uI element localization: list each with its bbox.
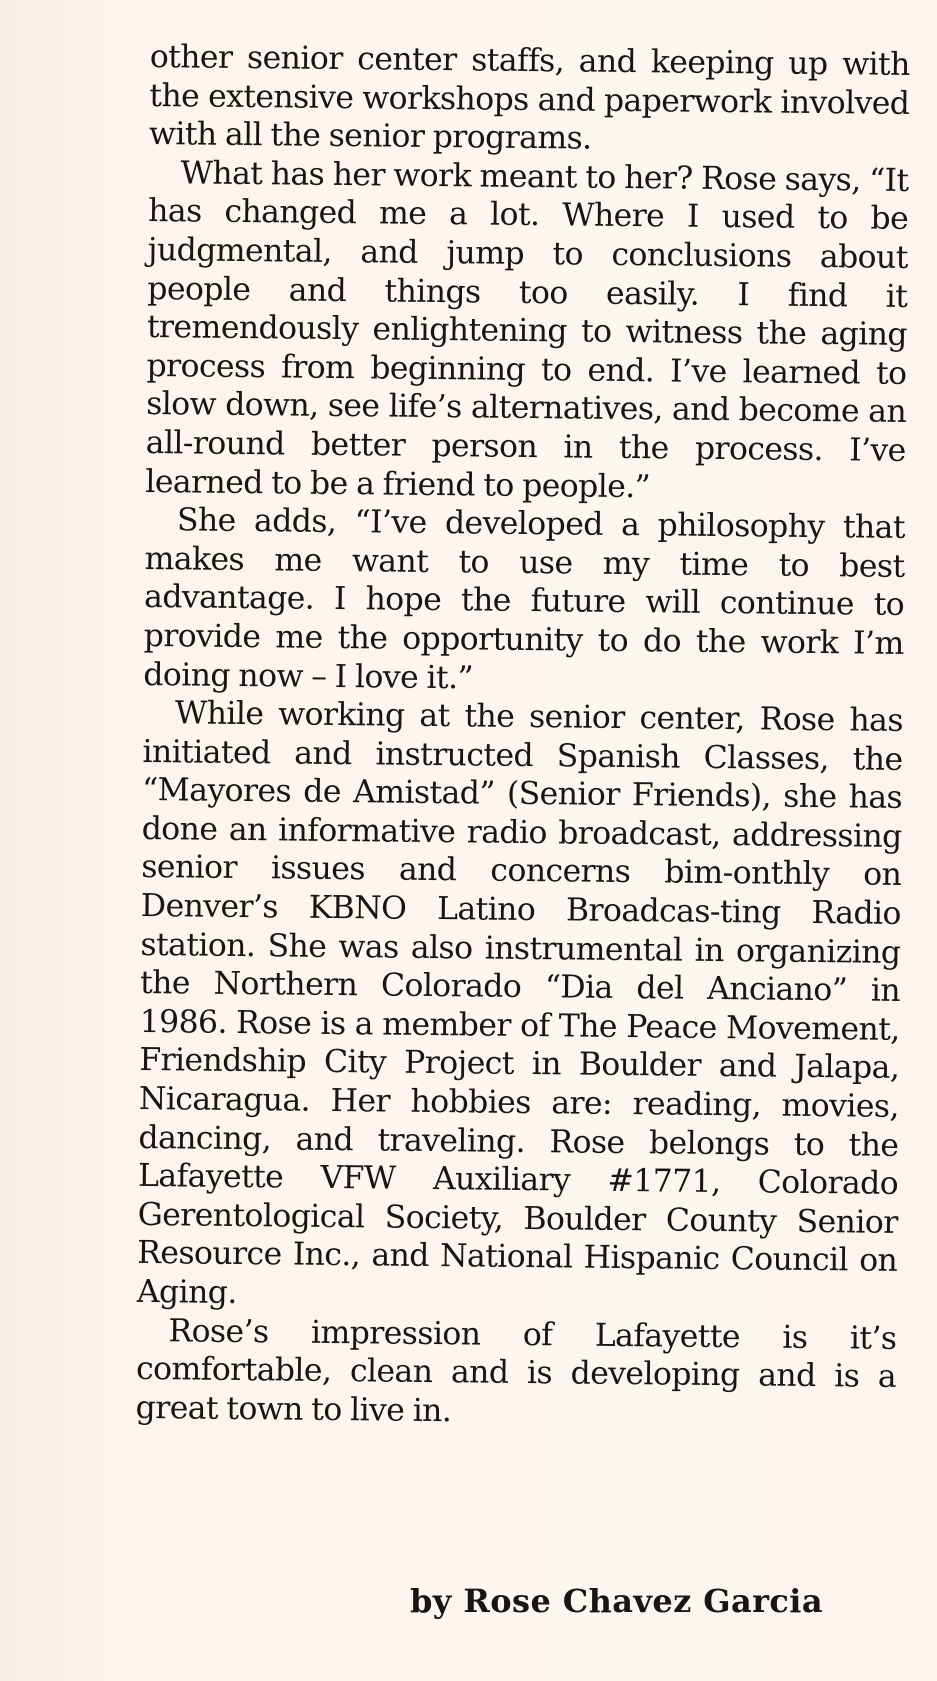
paragraph-impression: Rose’s impression of Lafayette is it’s comfortable, clean and is developing and is a great town to live in. xyxy=(135,1312,897,1430)
paragraph-work-meaning: What has her work meant to her? Rose says, “It has changed me a lot. Where I used to be judgmental, and jump to conclusions about people and things too easily. I find it tremendously enlightening to witness the aging process from beginning to end. I’ve learned to slow down, see life’s alternatives, and become an all-round better person in the process. I’ve learned to be a friend to people.” xyxy=(145,155,909,505)
paragraph-continuation: other senior center staffs, and keeping up with the extensive workshops and paperwork involved with all the senior programs. xyxy=(148,38,910,157)
article-column xyxy=(135,38,910,1435)
paragraph-activities: While working at the senior center, Rose has initiated and instructed Spanish Classes, the “Mayores de Amistad” (Senior Friends), she has done an informative radio broadcast, addressing senior issues and concerns bim-onthly on Denver’s KBNO Latino Broadcas-ting Radio station. She was also instrumental in organizing the Northern Colorado “Dia del Anciano” in 1986. Rose is a member of The Peace Movement, Friendship City Project in Boulder and Jalapa, Nicaragua. Her hobbies are: reading, movies, dancing, and traveling. Rose belongs to the Lafayette VFW Auxiliary #1771, Colorado Gerentological Society, Boulder County Senior Resource Inc., and National Hispanic Council on Aging. xyxy=(136,695,904,1311)
paragraph-philosophy: She adds, “I’ve developed a philosophy that makes me want to use my time to best advantage. I hope the future will continue to provide me the opportunity to do the work I’m doing now – I love it.” xyxy=(143,502,906,696)
page-gutter-shadow xyxy=(0,0,110,1681)
author-byline: by Rose Chavez Garcia xyxy=(410,1582,823,1620)
